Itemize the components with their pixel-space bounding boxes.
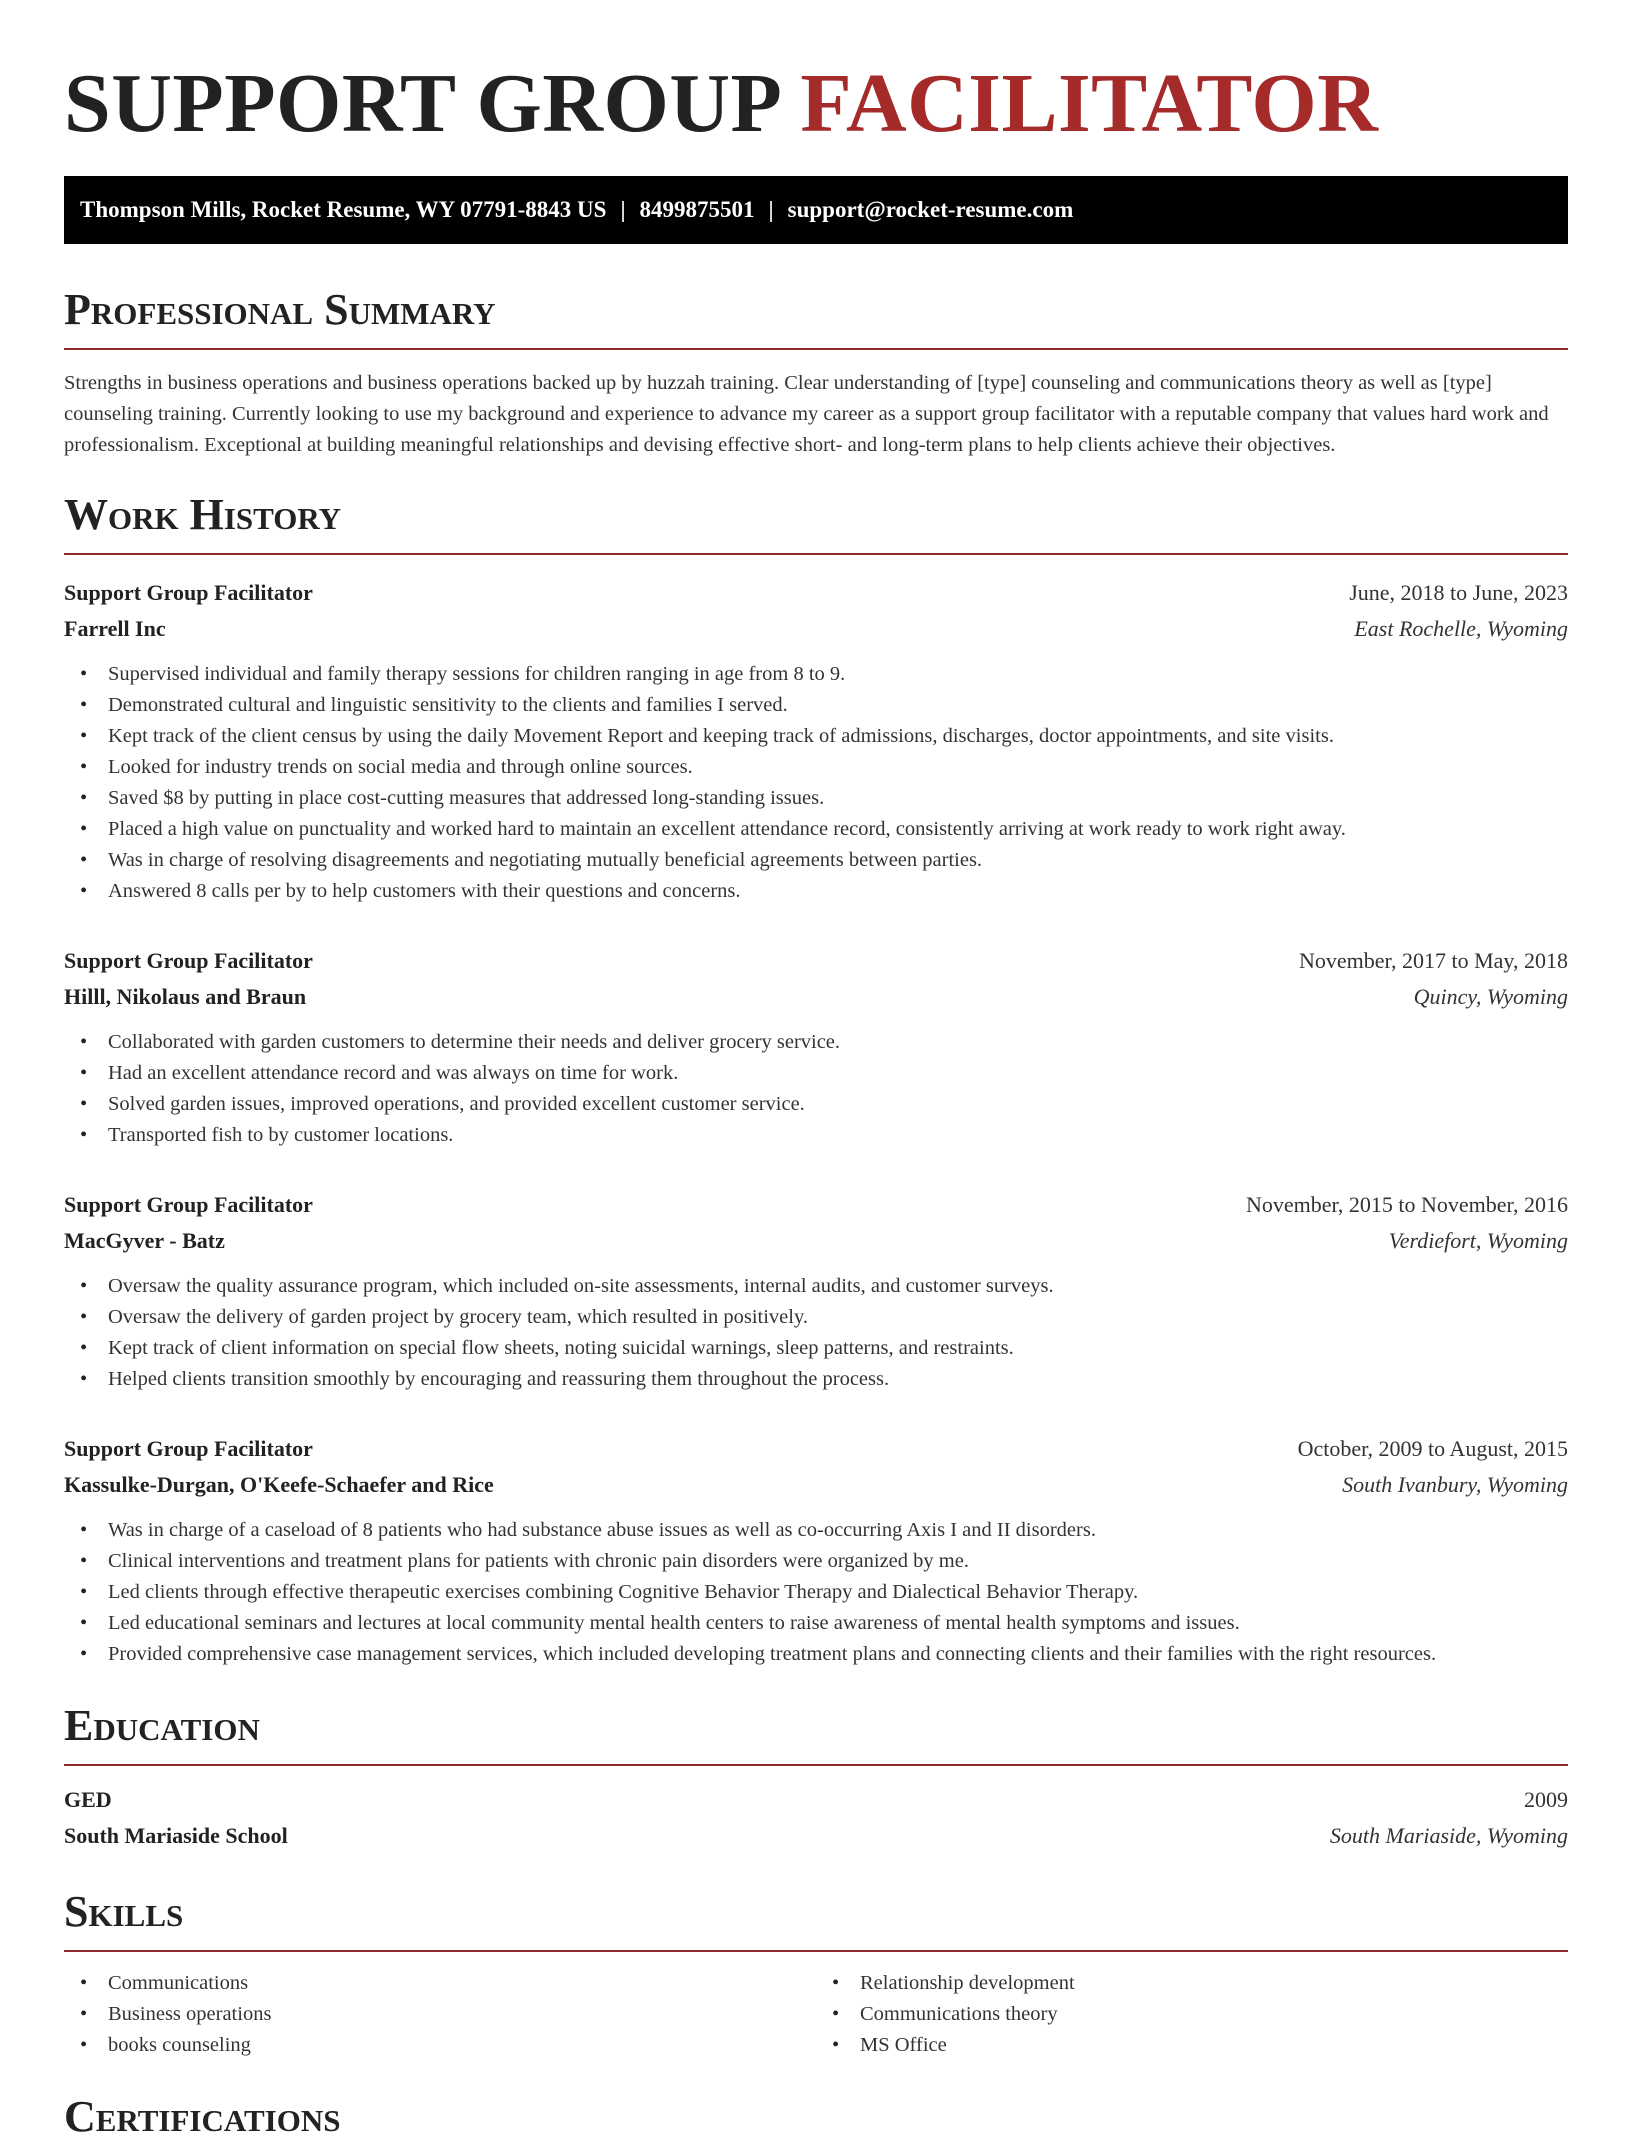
- list-item: • Demonstrated cultural and linguistic sensitivity to the clients and families I served.: [64, 690, 1568, 721]
- title-first-part: SUPPORT GROUP: [64, 57, 783, 150]
- summary-heading: Professional Summary: [64, 285, 496, 334]
- list-item: • Oversaw the delivery of garden project by grocery team, which resulted in positively.: [64, 1302, 1568, 1333]
- job-bullets: [64, 1515, 1568, 1670]
- job-company: Hilll, Nikolaus and Braun: [64, 984, 307, 1009]
- list-item: • Transported fish to by customer locations.: [64, 1120, 1568, 1151]
- job-entry: [64, 1431, 1568, 1670]
- job-bullets: [64, 1271, 1568, 1395]
- job-dates: June, 2018 to June, 2023: [1349, 580, 1568, 605]
- list-item: • Was in charge of resolving disagreements and negotiating mutually beneficial agreements between parties.: [64, 845, 1568, 876]
- list-item: • Oversaw the quality assurance program, which included on-site assessments, internal audits, and customer surveys.: [64, 1271, 1568, 1302]
- skill-item: • Relationship development: [816, 1968, 1568, 1999]
- job-company: Farrell Inc: [64, 616, 166, 641]
- skills-column-right: [816, 1968, 1568, 2061]
- job-company: MacGyver - Batz: [64, 1228, 225, 1253]
- job-entry: [64, 943, 1568, 1151]
- resume-title: [64, 0, 1568, 154]
- job-dates: October, 2009 to August, 2015: [1297, 1436, 1568, 1461]
- skills-heading: Skills: [64, 1887, 184, 1936]
- list-item: • Looked for industry trends on social media and through online sources.: [64, 752, 1568, 783]
- job-role: Support Group Facilitator: [64, 1192, 313, 1217]
- certifications-heading: Certifications: [64, 2092, 341, 2141]
- education-heading: Education: [64, 1701, 260, 1750]
- title-last-part: FACILITATOR: [800, 57, 1379, 150]
- section-divider: [64, 1764, 1568, 1766]
- summary-text: Strengths in business operations and business operations backed up by huzzah training. Clear understanding of [type] counseling and communications theory as well as [type] counseling training. Currently looking to use my background and experience to advance my career as a support group facilitator with a reputable company that values hard work and professionalism. Exceptional at building meaningful relationships and devising effective short- and long-term plans to help clients achieve their objectives.: [64, 372, 1549, 456]
- list-item: • Supervised individual and family therapy sessions for children ranging in age from 8 to 9.: [64, 659, 1568, 690]
- job-location: Quincy, Wyoming: [1413, 984, 1568, 1009]
- list-item: • Kept track of the client census by using the daily Movement Report and keeping track of admissions, discharges, doctor appointments, and site visits.: [64, 721, 1568, 752]
- list-item: • Clinical interventions and treatment plans for patients with chronic pain disorders were organized by me.: [64, 1546, 1568, 1577]
- list-item: • Kept track of client information on special flow sheets, noting suicidal warnings, sleep patterns, and restraints.: [64, 1333, 1568, 1364]
- job-bullets: [64, 1027, 1568, 1151]
- work-history-heading: Work History: [64, 490, 342, 539]
- skill-item: • Communications: [64, 1968, 816, 1999]
- job-dates: November, 2017 to May, 2018: [1299, 948, 1568, 973]
- section-divider: [64, 348, 1568, 350]
- education-school: South Mariaside School: [64, 1823, 288, 1848]
- skill-item: • Communications theory: [816, 1999, 1568, 2030]
- list-item: • Led educational seminars and lectures at local community mental health centers to raise awareness of mental health symptoms and issues.: [64, 1608, 1568, 1639]
- list-item: • Solved garden issues, improved operations, and provided excellent customer service.: [64, 1089, 1568, 1120]
- job-entry: [64, 575, 1568, 907]
- list-item: • Led clients through effective therapeutic exercises combining Cognitive Behavior Therapy and Dialectical Behavior Therapy.: [64, 1577, 1568, 1608]
- education-location: South Mariaside, Wyoming: [1329, 1823, 1568, 1848]
- job-entry: [64, 1187, 1568, 1395]
- education-year: 2009: [1524, 1787, 1568, 1812]
- skills-list: [64, 1968, 1568, 2061]
- job-role: Support Group Facilitator: [64, 580, 313, 605]
- job-location: South Ivanbury, Wyoming: [1342, 1472, 1568, 1497]
- job-company: Kassulke-Durgan, O'Keefe-Schaefer and Rice: [64, 1472, 494, 1497]
- list-item: • Had an excellent attendance record and was always on time for work.: [64, 1058, 1568, 1089]
- list-item: • Collaborated with garden customers to determine their needs and deliver grocery service.: [64, 1027, 1568, 1058]
- skills-column-left: [64, 1968, 816, 2061]
- list-item: • Answered 8 calls per by to help customers with their questions and concerns.: [64, 876, 1568, 907]
- section-divider: [64, 1950, 1568, 1952]
- job-dates: November, 2015 to November, 2016: [1245, 1192, 1568, 1217]
- job-location: East Rochelle, Wyoming: [1354, 616, 1568, 641]
- skill-item: • Business operations: [64, 1999, 816, 2030]
- skill-item: • books counseling: [64, 2030, 816, 2061]
- contact-separator: |: [620, 197, 626, 222]
- list-item: • Provided comprehensive case management services, which included developing treatment plans and connecting clients and their families with the right resources.: [64, 1639, 1568, 1670]
- contact-address: Thompson Mills, Rocket Resume, WY 07791-8843 US: [80, 197, 607, 222]
- job-bullets: [64, 659, 1568, 907]
- job-role: Support Group Facilitator: [64, 948, 313, 973]
- education-degree: GED: [64, 1787, 112, 1812]
- skill-item: • MS Office: [816, 2030, 1568, 2061]
- job-role: Support Group Facilitator: [64, 1436, 313, 1461]
- contact-email[interactable]: support@rocket-resume.com: [787, 197, 1074, 222]
- list-item: • Saved $8 by putting in place cost-cutting measures that addressed long-standing issues.: [64, 783, 1568, 814]
- contact-phone[interactable]: 8499875501: [639, 197, 755, 222]
- list-item: • Helped clients transition smoothly by encouraging and reassuring them throughout the process.: [64, 1364, 1568, 1395]
- contact-bar: [64, 176, 1568, 244]
- job-location: Verdiefort, Wyoming: [1388, 1228, 1568, 1253]
- list-item: • Placed a high value on punctuality and worked hard to maintain an excellent attendance record, consistently arriving at work ready to work right away.: [64, 814, 1568, 845]
- education-entry: [64, 1782, 1568, 1854]
- list-item: • Was in charge of a caseload of 8 patients who had substance abuse issues as well as co-occurring Axis I and II disorders.: [64, 1515, 1568, 1546]
- section-divider: [64, 553, 1568, 555]
- contact-separator: |: [768, 197, 774, 222]
